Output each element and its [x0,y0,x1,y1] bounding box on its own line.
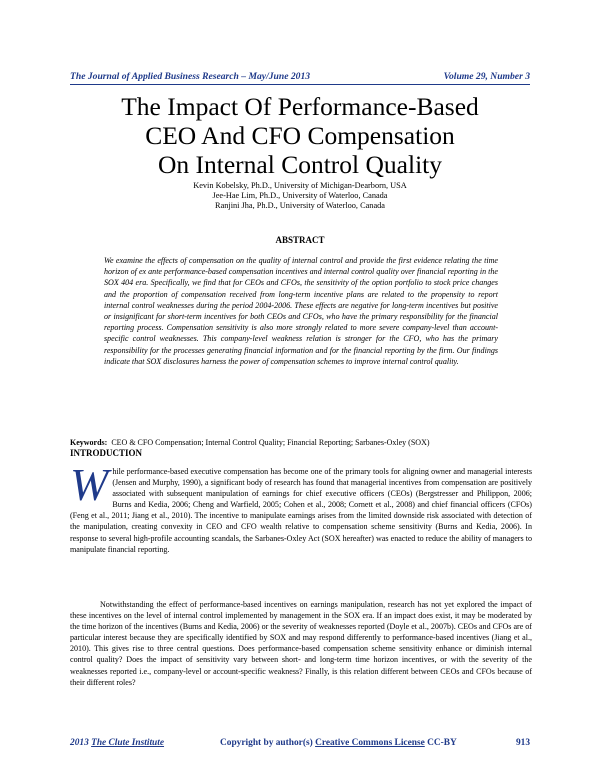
paper-title [70,92,530,179]
license-suffix: CC-BY [427,738,457,748]
header-rule [70,84,530,85]
introduction-paragraph-2: Notwithstanding the effect of performance-based incentives on earnings manipulation, research has not yet explored the impact of these incentives on the level of internal control implemented by management in the SOX era. If an impact does exist, it may be moderated by the time horizon of the incentives (Burns and Kedia, 2006) or the severity of weaknesses reported (Doyle et al., 2007b). CEOs and CFOs are of particular interest because they are specifically identified by SOX and may respond differently to performance-based incentives (Jiang et al., 2010). This gives rise to three central questions. Does performance-based compensation scheme sensitivity enhance or diminish internal control quality? Does the impact of sensitivity vary between short- and long-term time horizon incentives, or with the severity of the weaknesses reported i.e., company-level or account-specific weakness? Finally, is this relation different between CEOs and CFOs because of their different roles? [70,600,532,687]
title-line-2: CEO And CFO Compensation [145,121,455,150]
publisher-link[interactable]: The Clute Institute [91,738,165,748]
keywords [70,437,530,448]
keywords-text: CEO & CFO Compensation; Internal Control Quality; Financial Reporting; Sarbanes-Oxley (SOX) [111,438,430,447]
license-link[interactable]: Creative Commons License [315,738,425,748]
footer-year: 2013 [70,738,89,748]
copyright-prefix: Copyright by author(s) [220,738,313,748]
running-header [70,71,530,82]
author-list [70,181,530,211]
introduction-paragraph-1 [70,459,532,555]
journal-name: The Journal of Applied Business Research – May/June 2013 [70,71,311,82]
page-number: 913 [515,738,530,748]
introduction-heading: INTRODUCTION [70,448,143,458]
author-2: Jee-Hae Lim, Ph.D., University of Waterloo, Canada [212,191,388,200]
title-line-1: The Impact Of Performance-Based [121,92,479,121]
drop-cap: W [70,459,109,510]
footer-publisher [70,738,164,748]
footer-copyright [220,738,457,748]
author-1: Kevin Kobelsky, Ph.D., University of Michigan-Dearborn, USA [193,181,407,190]
volume-number: Volume 29, Number 3 [443,71,530,82]
paragraph-1-text: hile performance-based executive compensation has become one of the primary tools for aligning owner and managerial interests (Jensen and Murphy, 1990), a significant body of research has found that managerial incentives from compensation are positively associated with subsequent manipulation of earnings for chief executive officers (CEOs) (Bergstresser and Philippon, 2006; Burns and Kedia, 2006; Cheng and Warfield, 2005; Cohen et al., 2008; Cornett et al., 2008) and chief financial officers (CFOs) (Feng et al., 2011; Jiang et al., 2010). The incentive to manipulate earnings arises from the limited downside risk associated with detection of the manipulation, creating convexity in CEO and CFO wealth relative to compensation scheme sensitivity (Burns and Kedia, 2006). In response to several high-profile accounting scandals, the Sarbanes-Oxley Act (SOX hereafter) was enacted to reduce the ability of managers to manipulate financial reporting. [70,467,532,554]
abstract-text: We examine the effects of compensation on the quality of internal control and provide the first evidence relating the time horizon of ex ante performance-based compensation incentives and internal control quality over financial reporting in the SOX 404 era. Specifically, we find that for CEOs and CFOs, the sensitivity of the option portfolio to stock price changes and the proportion of compensation received from long-term incentive plans are related to the propensity to report internal control weaknesses during the period 2004-2006. These effects are negative for long-term incentives but positive or insignificant for short-term incentives for both CEOs and CFOs, who have the primary responsibility for the financial reporting process. Compensation sensitivity is also more strongly related to more severe company-level than account-specific control weaknesses. This company-level weakness relation is stronger for the CFO, who has the primary responsibility for the processes generating financial information and for the financial reporting by the firm. Our findings indicate that SOX disclosures harness the power of compensation schemes to improve internal control quality. [104,256,498,366]
title-line-3: On Internal Control Quality [158,150,442,179]
author-3: Ranjini Jha, Ph.D., University of Waterloo, Canada [215,201,385,210]
abstract-heading: ABSTRACT [275,235,325,245]
keywords-label: Keywords: [70,438,108,447]
